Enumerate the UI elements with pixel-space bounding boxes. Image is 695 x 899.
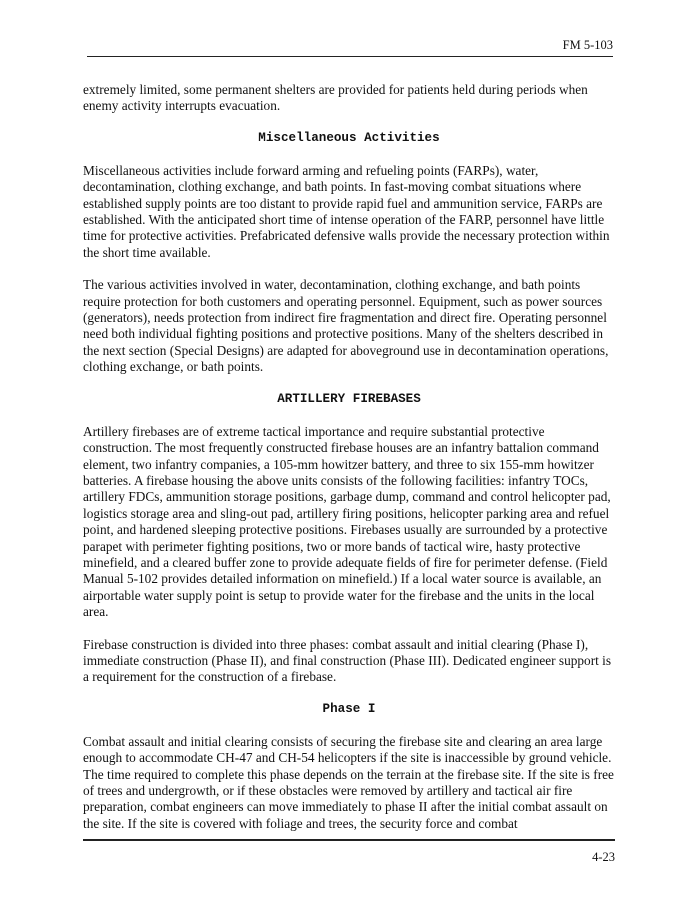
paragraph: Miscellaneous activities include forward arming and refueling points (FARPs), water, decontamination, clothing exchange, and bath points. In fast-moving combat situations where established supply points are too distant to provide rapid fuel and ammunition service, FARPs are established. With the anticipated short time of intense operation of the FARP, personnel have little time for protective activities. Prefabricated defensive walls provide the necessary protection within the short time available. [83,162,610,260]
paragraph: Artillery firebases are of extreme tactical importance and require substantial protective construction. The most frequently constructed firebase houses are an infantry battalion command element, two infantry companies, a 105-mm howitzer battery, and three to six 155-mm howitzer batteries. A firebase housing the above units consists of the following facilities: infantry TOCs, artillery FDCs, ammunition storage positions, garbage dump, command and control helicopter pad, logistics storage area and sling-out pad, artillery firing positions, helicopter parking area and refuel point, and hardened sleeping protective positions. Firebases usually are surrounded by a protective parapet with perimeter fighting positions, two or more bands of tactical wire, hasty protective minefield, and a cleared buffer zone to provide adequate fields of fire for perimeter defense. (Field Manual 5-102 provides detailed information on minefield.) If a local water source is available, an airportable water supply point is setup to provide water for the firebase and the units in the local area. [83,423,611,620]
page-header [87,38,613,57]
paragraph: The various activities involved in water, decontamination, clothing exchange, and bath points require protection for both customers and operating personnel. Equipment, such as power sources (generators), needs protection from indirect fire fragmentation and direct fire. Operating personnel need both individual fighting positions and protective positions. Many of the shelters described in the next section (Special Designs) are adapted for aboveground use in decontamination operations, clothing exchange, or bath points. [83,277,609,375]
paragraph: Firebase construction is divided into three phases: combat assault and initial clearing (Phase I), immediate construction (Phase II), and final construction (Phase III). Dedicated engineer support is a requirement for the construction of a firebase. [83,636,612,685]
section-heading-firebases: ARTILLERY FIREBASES [277,391,421,406]
paragraph: Combat assault and initial clearing consists of securing the firebase site and clearing an area large enough to accommodate CH-47 and CH-54 helicopters if the site is inaccessible by ground vehicle. The time required to complete this phase depends on the terrain at the firebase site. If the site is free of trees and undergrowth, or if these obstacles were removed by artillery and tactical air fire preparation, combat engineers can move immediately to phase II after the initial combat assault on the site. If the site is covered with foliage and trees, the security force and combat [83,733,614,831]
document-id: FM 5-103 [562,38,613,52]
page-body [83,82,615,848]
section-heading-misc: Miscellaneous Activities [258,130,440,145]
page-footer [83,839,615,864]
intro-paragraph: extremely limited, some permanent shelters are provided for patients held during periods when enemy activity interrupts evacuation. [83,82,588,114]
section-heading-phase-1: Phase I [322,701,376,716]
page-number: 4-23 [592,850,615,864]
